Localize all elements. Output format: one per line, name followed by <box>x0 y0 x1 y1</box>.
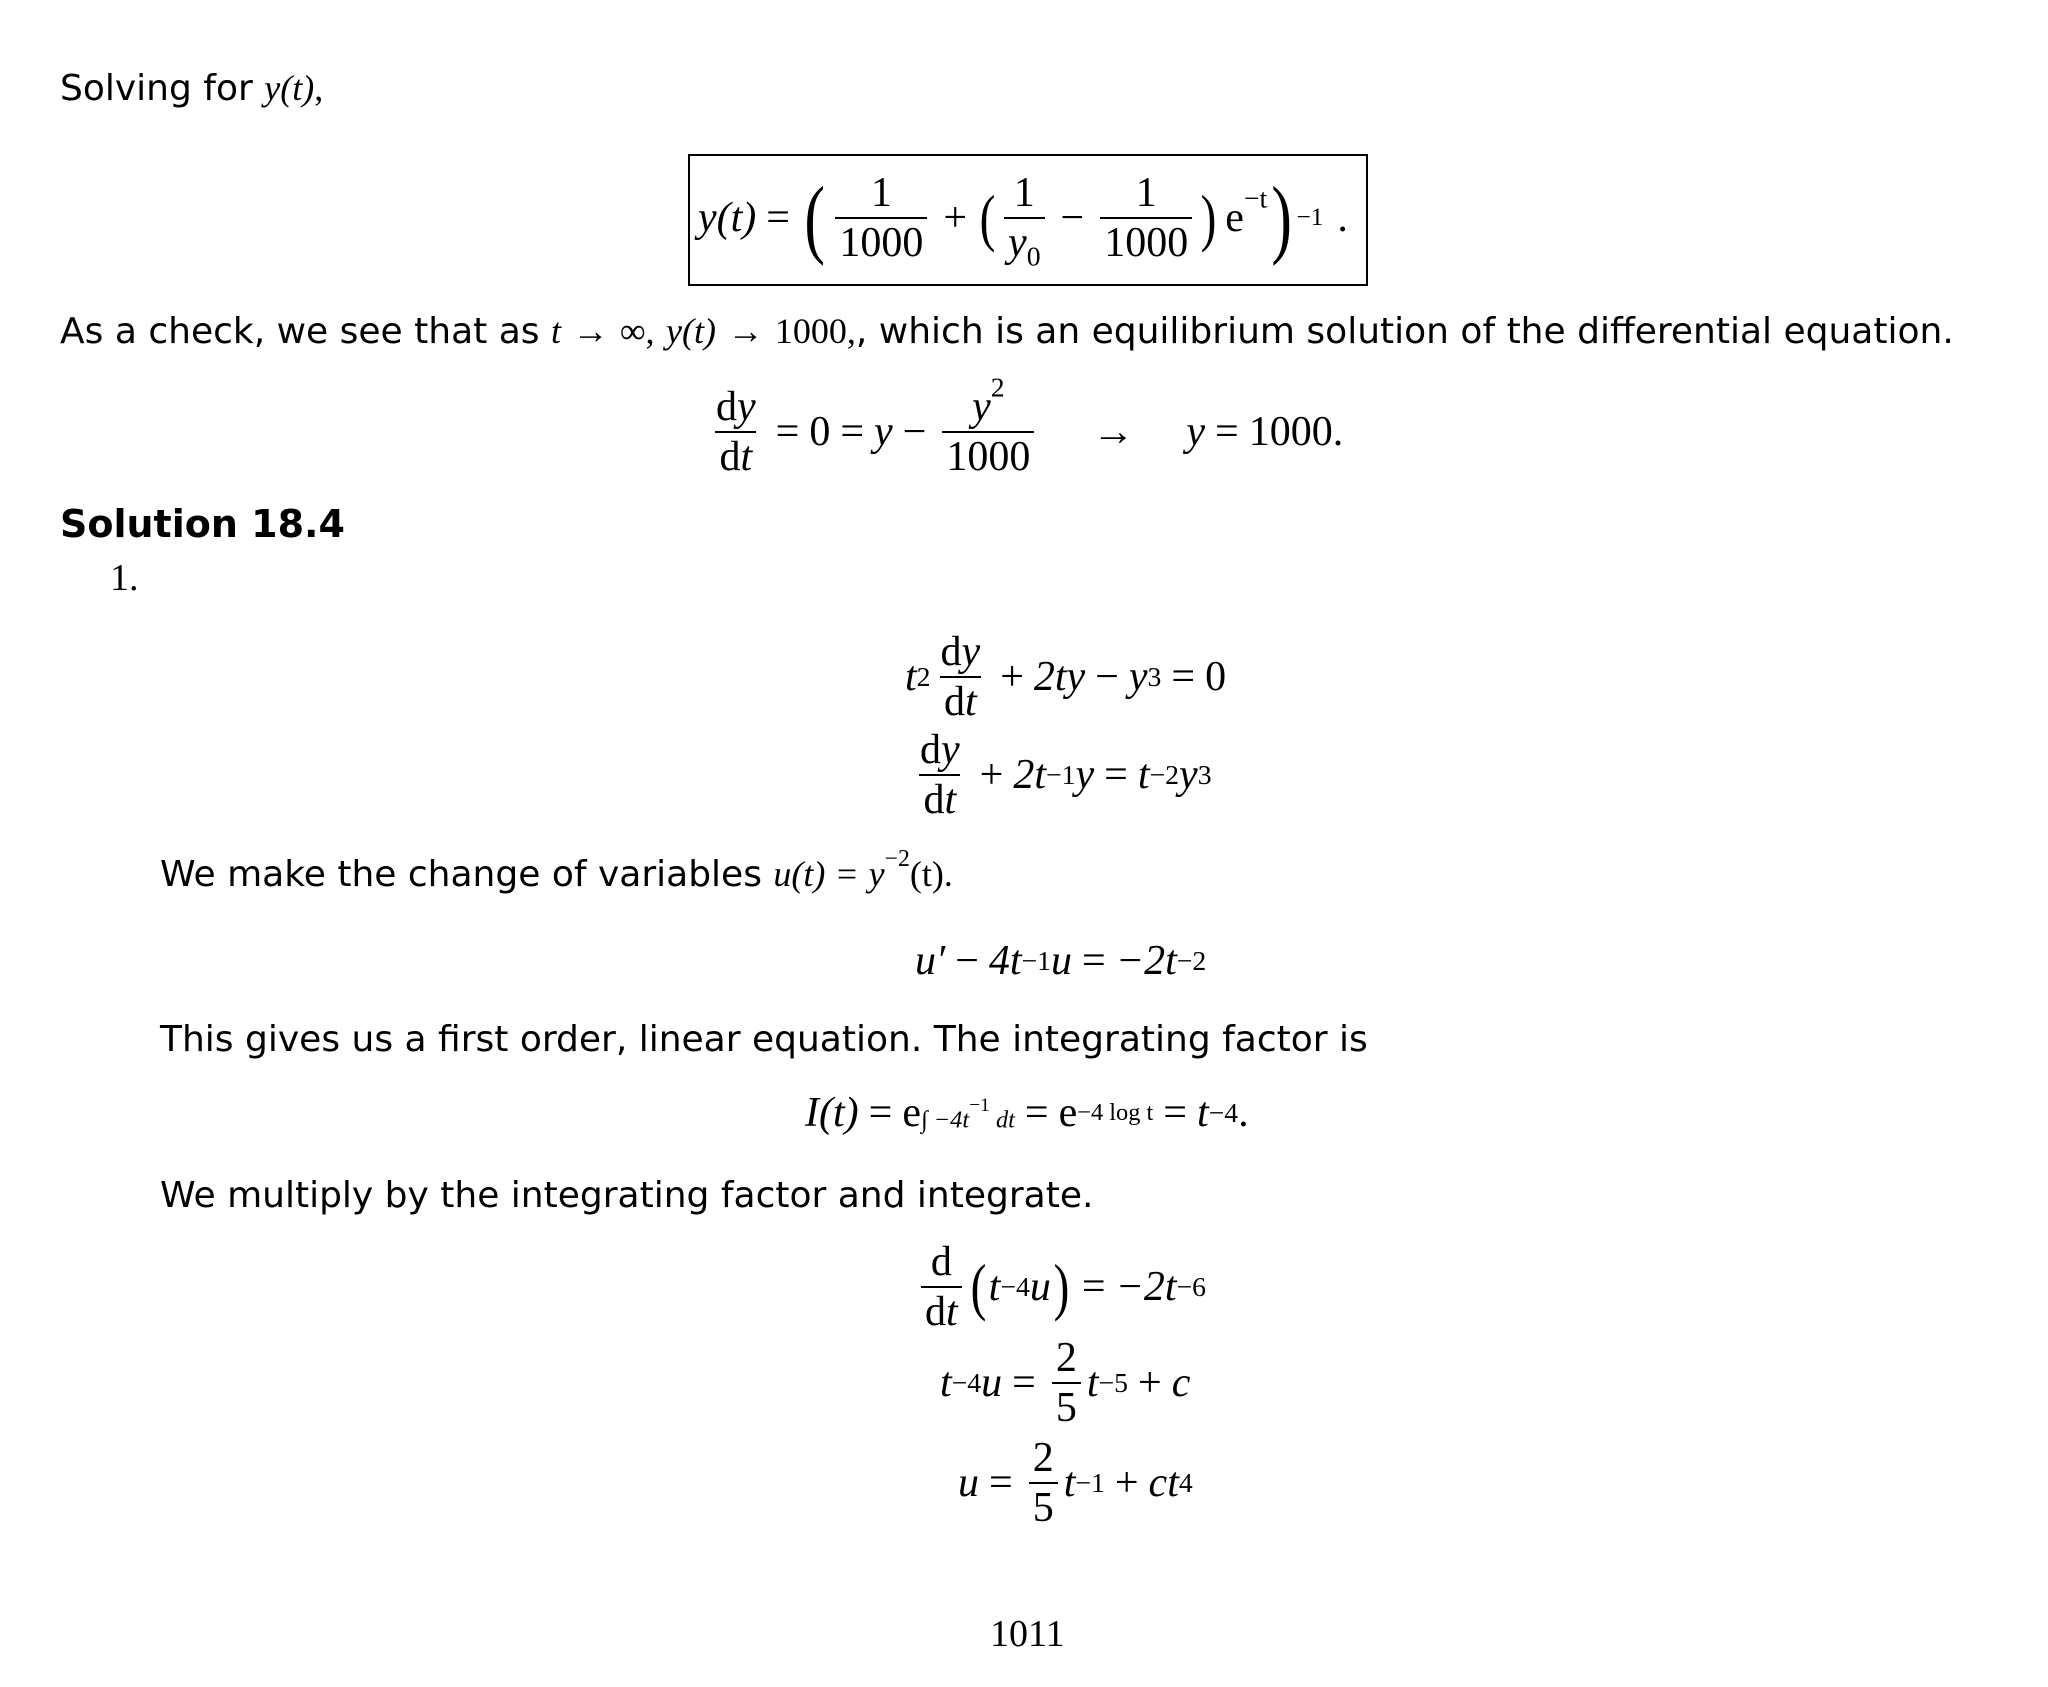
eq-4t: 4t <box>988 938 1022 984</box>
frac-den: dt <box>940 676 981 724</box>
math-comma: , <box>314 68 324 108</box>
eq-minus: − <box>1060 195 1085 241</box>
text-multiply: We multiply by the integrating factor and integrate. <box>160 1175 1094 1216</box>
math-t-paren: (t). <box>909 854 953 894</box>
frac-num: dy <box>920 727 960 773</box>
frac-den: 5 <box>1052 1382 1081 1430</box>
frac-den: dt <box>921 1286 962 1334</box>
eq-plus: + <box>1138 1360 1162 1407</box>
eq-arrow: → <box>1092 409 1135 456</box>
eq-u: u <box>958 1460 979 1507</box>
boxed-solution-equation: y(t) = ( $\frac{1}{1000}$ + ( $\frac{1}{y_0}$ − $\frac{1}{1000}$ ) $e^{-t}$ ) −1 . <box>688 154 1368 286</box>
frac-num: $y^2$ <box>972 371 1005 430</box>
frac-den: dt <box>919 774 960 822</box>
check-end: , which is an equilibrium solution of the differential equation. <box>855 311 1954 352</box>
eq-t: t <box>1196 1090 1209 1136</box>
frac-num: dy <box>716 384 756 430</box>
eq-t: t <box>1167 1460 1179 1507</box>
bernoulli-eq-1: t 2 $\frac{dy}{dt}$ + 2ty − y 3 = 0 <box>905 629 1227 726</box>
eq-open-paren: ( <box>970 1251 987 1322</box>
eq-plus: + <box>979 752 1004 799</box>
frac-dy-dt <box>916 728 964 822</box>
eq-y: y <box>1075 752 1095 799</box>
eq-integral-exponent: ∫ $-4t^{-1}$ dt <box>920 1094 1015 1134</box>
eq-plus: + <box>1000 654 1024 701</box>
eq-neg-2t: −2t <box>1115 1264 1177 1311</box>
eq-t: t <box>988 1264 1001 1311</box>
eq-equals: = <box>1104 752 1128 799</box>
inner-close-paren: ) <box>1200 182 1217 253</box>
frac-1-over-y0 <box>1004 169 1045 272</box>
eq-zero: 0 <box>1205 654 1227 701</box>
frac-y2-over-1000 <box>942 371 1034 481</box>
change-var-label: We make the change of variables <box>160 854 762 895</box>
eq-t: t <box>1086 1360 1099 1407</box>
eq-close-paren: ) <box>1053 1251 1070 1322</box>
integrated-equation: t −4 u = $\frac{2}{5}$ t −5 + c <box>940 1335 1191 1432</box>
eq-u-prime: u′ <box>915 938 946 984</box>
eq-equals: = <box>840 409 865 456</box>
eq-u: u <box>1029 1264 1051 1311</box>
eq-1000: 1000. <box>1248 409 1344 456</box>
math-arrow: → <box>572 311 609 351</box>
math-y-of-t: y(t) <box>264 68 315 108</box>
eq-equals: = <box>1215 409 1239 456</box>
eq-equals: = <box>1024 1090 1049 1136</box>
frac-den: 1000 <box>835 217 927 265</box>
frac-dy-dt <box>712 385 760 479</box>
eq-y: y <box>1179 752 1198 799</box>
item-number: 1. <box>110 557 139 599</box>
eq-equals: = <box>1082 938 1106 984</box>
frac-1-over-1000-b <box>1100 171 1192 265</box>
check-start: As a check, we see that as <box>60 311 540 352</box>
frac-den: 5 <box>1029 1482 1058 1530</box>
frac-num: d <box>930 1239 952 1285</box>
eq-t: t <box>940 1360 952 1407</box>
eq-minus: − <box>955 938 979 984</box>
eq-e: e <box>1058 1090 1078 1136</box>
derivative-equation: $\frac{d}{dt}$ ( t −4 u ) = −2t −6 <box>915 1240 1206 1334</box>
frac-dy-dt <box>937 630 985 724</box>
eq-period: . <box>1238 1090 1249 1136</box>
equilibrium-equation <box>706 371 1344 481</box>
eq-lhs: y(t) <box>698 195 757 241</box>
eq-t: t <box>1063 1460 1076 1507</box>
eq-equals: = <box>1012 1360 1036 1407</box>
frac-num: 1 <box>1135 169 1157 216</box>
frac-2-5 <box>1029 1436 1058 1530</box>
math-equals: = <box>836 854 858 894</box>
big-open-paren: ( <box>804 168 825 267</box>
math-y-of-t: y(t) <box>666 311 716 351</box>
math-arrow: → <box>727 311 764 351</box>
eq-y: y <box>1128 654 1148 701</box>
eq-c: c <box>1148 1460 1168 1507</box>
frac-d-dt <box>921 1240 962 1334</box>
inner-open-paren: ( <box>979 182 996 253</box>
math-t: t <box>550 311 561 351</box>
eq-u: u <box>981 1360 1003 1407</box>
eq-2ty: 2ty <box>1033 654 1086 701</box>
frac-den: dt <box>715 431 756 479</box>
math-infinity: ∞, <box>619 311 655 351</box>
eq-y: y <box>1186 409 1206 456</box>
eq-u: u <box>1051 938 1073 984</box>
text-first-order: This gives us a first order, linear equation. The integrating factor is <box>160 1019 1368 1060</box>
eq-equals: = <box>1171 654 1196 701</box>
frac-den: 1000 <box>942 431 1034 479</box>
bernoulli-eq-2: $\frac{dy}{dt}$ + 2t −1 y = t −2 y 3 <box>910 728 1212 822</box>
integrating-factor-equation: I(t) = e ∫ $-4t^{-1}$ dt = e −4 log t = t −4 . <box>805 1090 1249 1136</box>
frac-1-over-1000-a <box>835 171 927 265</box>
eq-neg-2t: −2t <box>1115 938 1177 984</box>
eq-t: t <box>905 654 917 701</box>
eq-equals: = <box>868 1090 893 1136</box>
frac-num: 2 <box>1032 1435 1054 1481</box>
eq-minus: − <box>1095 654 1119 701</box>
eq-period: . <box>1337 195 1348 241</box>
linear-equation: u′ − 4t −1 u = −2t −2 <box>915 938 1207 984</box>
frac-den: 1000 <box>1100 217 1192 265</box>
eq-zero: 0 <box>809 409 831 456</box>
math-u-of-t: u(t) <box>773 854 826 894</box>
eq-equals: = <box>775 409 800 456</box>
frac-den-y0: $y_0$ <box>1004 217 1045 265</box>
frac-num: 1 <box>870 169 892 216</box>
frac-2-5 <box>1052 1336 1081 1430</box>
eq-plus: + <box>943 195 968 241</box>
exp-term: $e^{-t}$ <box>1225 182 1268 241</box>
solving-label: Solving for <box>60 68 253 109</box>
text-check <box>60 313 1954 350</box>
eq-equals: = <box>766 195 790 241</box>
eq-c: c <box>1171 1360 1191 1407</box>
math-exp: −2 <box>884 845 910 872</box>
frac-num: 2 <box>1055 1335 1077 1381</box>
big-close-paren: ) <box>1271 168 1293 267</box>
page-number: 1011 <box>990 1613 1065 1655</box>
math-y: y <box>868 854 885 894</box>
text-solving <box>60 70 323 107</box>
eq-plus: + <box>1114 1460 1139 1507</box>
text-change-var <box>160 845 953 895</box>
math-1000: 1000, <box>774 311 856 351</box>
eq-y: y <box>874 409 893 456</box>
eq-equals: = <box>989 1460 1013 1507</box>
frac-num: 1 <box>1013 169 1035 216</box>
solution-heading: Solution 18.4 <box>60 502 345 546</box>
eq-t: t <box>1137 752 1150 799</box>
eq-e: e <box>902 1090 921 1136</box>
eq-minus: − <box>902 409 927 456</box>
eq-I-of-t: I(t) <box>805 1090 859 1136</box>
eq-equals: = <box>1163 1090 1187 1136</box>
eq-equals: = <box>1081 1264 1106 1311</box>
solution-u-equation: u = $\frac{2}{5}$ t −1 + c t 4 <box>958 1435 1193 1532</box>
eq-2t: 2t <box>1013 752 1047 799</box>
frac-num: dy <box>940 629 981 675</box>
